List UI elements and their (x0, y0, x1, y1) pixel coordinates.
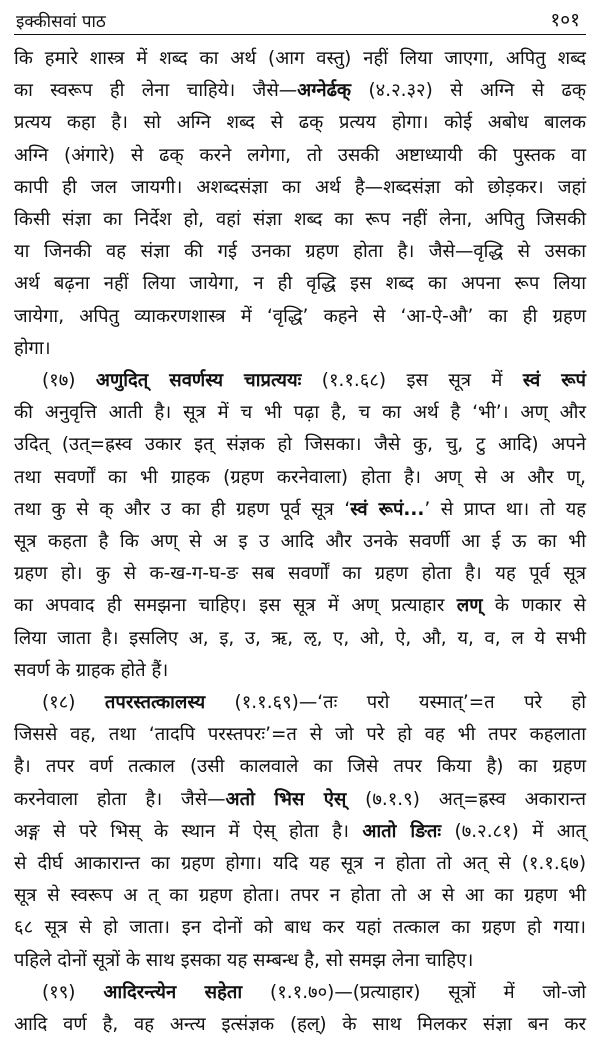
text-run: सूत्र कहता है कि अण् से अ इ उ आदि और उनके सवर्णी आ ई ऊ का भी (14, 531, 586, 553)
text-line (14, 494, 586, 526)
text-line (14, 1009, 586, 1041)
text-run: करनेवाला होता है। जैसे— (14, 788, 226, 810)
text-line (14, 301, 586, 333)
bold-sutra: तपरस्तत्कालस्य (104, 692, 206, 714)
text-line (14, 429, 586, 461)
text-run: का अपवाद ही समझना चाहिए। इस सूत्र में अण् प्रत्याहार (14, 595, 457, 617)
text-line (14, 204, 586, 236)
text-run: तथा कु से क् और उ का ही ग्रहण पूर्व सूत्र ‘ (14, 498, 351, 520)
bold-sutra: स्वं रूपं... (350, 498, 425, 520)
text-run: उदित् (उत्=ह्रस्व उकार इत् संज्ञक हो जिसका। जैसे कु, चु, टु आदि) अपने (14, 434, 586, 456)
text-line (14, 719, 586, 751)
text-run: सवर्ण के ग्राहक होते हैं। (14, 659, 169, 681)
text-run: है। तपर वर्ण तत्काल (उसी कालवाले का जिसे तपर किया है) का ग्रहण (14, 756, 586, 778)
text-run: (७.१.९) अत्=ह्रस्व अकारान्त (346, 788, 586, 810)
text-line (14, 43, 586, 75)
text-line (14, 912, 586, 944)
text-run: कि हमारे शास्त्र में शब्द का अर्थ (आग वस्तु) नहीं लिया जाएगा, अपितु शब्द (14, 48, 586, 69)
text-line (14, 172, 586, 204)
text-run: तथा सवर्णों का भी ग्राहक (ग्रहण करनेवाला) होता है। अण् से अ और ण्, (14, 466, 586, 488)
text-line (14, 590, 586, 622)
text-line (14, 945, 586, 977)
text-run: या जिनकी वह संज्ञा की गई उनका ग्रहण होता है। जैसे—वृद्धि से उसका (14, 241, 586, 263)
text-run: की अनुवृत्ति आती है। सूत्र में च भी पढ़ा है, च का अर्थ है ‘भी’। अण् और (14, 402, 586, 424)
text-run: आदि वर्ण है, वह अन्त्य इत्संज्ञक (हल्) के साथ मिलकर संज्ञा बन कर (14, 1014, 586, 1036)
text-run: ग्रहण हो। कु से क-ख-ग-घ-ङ सब सवर्णों का ग्रहण होता है। यह पूर्व सूत्र (14, 563, 586, 585)
text-run: ६८ सूत्र से हो जाता। इन दोनों को बाध कर यहां तत्काल का ग्रहण हो गया। (14, 917, 586, 939)
text-run: (४.२.३२) से अग्नि से ढक् (351, 80, 586, 102)
text-line (14, 558, 586, 590)
text-line (14, 462, 586, 494)
text-run: अर्थ बढ़ना नहीं लिया जायेगा, न ही वृद्धि इस शब्द का अपना रूप लिया (14, 273, 586, 295)
text-run: कापी ही जल जायगी। अशब्दसंज्ञा का अर्थ है—शब्दसंज्ञा को छोड़कर। जहां (14, 176, 586, 198)
text-line (14, 880, 586, 912)
text-line (14, 977, 586, 1009)
text-line (14, 236, 586, 268)
text-line (14, 751, 586, 783)
text-run: का स्वरूप ही लेना चाहिये। जैसे— (14, 80, 298, 102)
text-run: (१.१.६९)—‘तः परो यस्मात्’=त परे हो (205, 692, 586, 714)
chapter-title: इक्कीसवां पाठ (16, 12, 106, 32)
running-header (14, 0, 586, 35)
text-line (14, 75, 586, 107)
text-line (14, 623, 586, 655)
text-run: जिससे वह, तथा ‘तादपि परस्तपरः’=त से जो परे हो वह भी तपर कहलाता (14, 724, 586, 746)
bold-sutra: लण् (456, 595, 483, 617)
text-line (14, 107, 586, 139)
text-line (14, 268, 586, 300)
text-line (14, 526, 586, 558)
bold-sutra: स्वं रूपं (522, 370, 586, 392)
text-run: (१.१.७०)—(प्रत्याहार) सूत्रों में जो-जो (242, 981, 586, 1003)
bold-sutra: अतो भिस ऐस् (225, 788, 347, 810)
text-run: से दीर्घ आकारान्त का ग्रहण होगा। यदि यह सूत्र न होता तो अत् से (१.१.६७) (14, 853, 586, 875)
text-run: (१८) (42, 692, 105, 714)
text-run: (१७) (42, 370, 96, 392)
page-text (14, 35, 586, 1041)
text-line (14, 365, 586, 397)
text-line (14, 687, 586, 719)
text-run: (१.१.६८) इस सूत्र में (301, 370, 523, 392)
text-line (14, 784, 586, 816)
bold-sutra: अग्नेर्ढक् (297, 80, 352, 102)
text-run: सूत्र से स्वरूप अ त् का ग्रहण होता। तपर न होता तो अ से आ का ग्रहण भी (14, 885, 586, 907)
text-line (14, 140, 586, 172)
text-line (14, 397, 586, 429)
text-line (14, 848, 586, 880)
text-run: (७.२.८१) में आत् (441, 820, 587, 842)
text-run: प्रत्यय कहा है। सो अग्नि शब्द से ढक् प्रत्यय होगा। कोई अबोध बालक (14, 112, 586, 134)
bold-sutra: अणुदित् सवर्णस्य चाप्रत्ययः (95, 370, 302, 392)
text-run: के णकार से (482, 595, 586, 617)
text-run: होगा। (14, 337, 51, 359)
text-run: पहिले दोनों सूत्रों के साथ इसका यह सम्बन्ध है, सो समझ लेना चाहिए। (14, 949, 474, 971)
text-line (14, 333, 586, 365)
bold-sutra: आतो ङितः (362, 820, 442, 842)
text-run: ’ से प्राप्त था। तो यह (424, 498, 586, 520)
page-number: १०१ (550, 9, 580, 31)
text-run: जायेगा, अपितु व्याकरणशास्त्र में ‘वृद्धि’ कहने से ‘आ-ऐ-औ’ का ही ग्रहण (14, 305, 586, 327)
text-run: लिया जाता है। इसलिए अ, इ, उ, ऋ, ऌ, ए, ओ, ऐ, औ, य, व, ल ये सभी (14, 627, 586, 649)
text-run: अङ्ग से परे भिस् के स्थान में ऐस् होता है। (14, 820, 363, 842)
text-run: अग्नि (अंगारे) से ढक् करने लगेगा, तो उसकी अष्टाध्यायी की पुस्तक वा (14, 144, 586, 166)
bold-sutra: आदिरन्त्येन सहेता (103, 981, 243, 1003)
text-line (14, 816, 586, 848)
text-line (14, 655, 586, 687)
text-run: किसी संज्ञा का निर्देश हो, वहां संज्ञा शब्द का रूप नहीं लेना, अपितु जिसकी (14, 209, 586, 231)
text-run: (१९) (42, 981, 104, 1003)
